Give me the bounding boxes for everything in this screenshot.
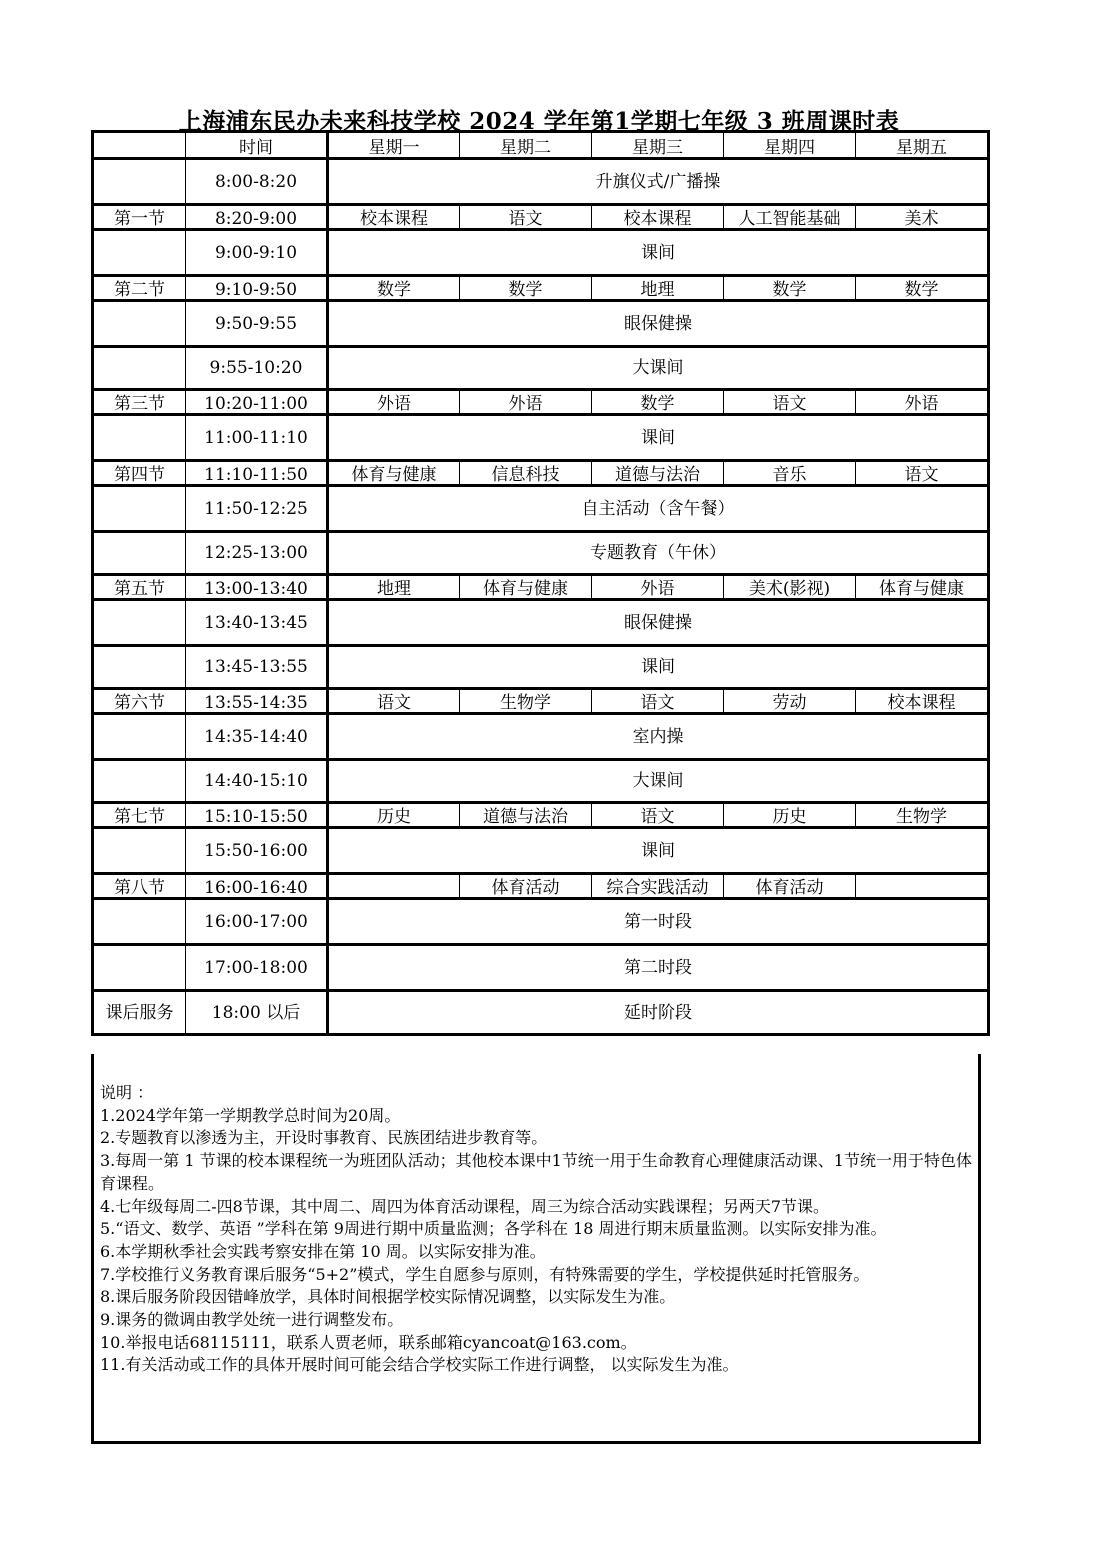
period-label: [93, 899, 186, 945]
break-row: [93, 945, 989, 991]
subject-cell: 体育活动: [460, 874, 592, 899]
activity-cell: 眼保健操: [328, 600, 989, 646]
period-label: 第六节: [93, 689, 186, 714]
period-row: [93, 803, 989, 828]
schedule-body: [93, 132, 989, 1035]
period-label: 第一节: [93, 205, 186, 230]
period-row: [93, 461, 989, 486]
activity-cell: 专题教育（午休）: [328, 532, 989, 575]
note-line: 说明 ：: [100, 1083, 154, 1102]
activity-cell: 课间: [328, 230, 989, 276]
subject-cell: 语文: [328, 689, 460, 714]
subject-cell: 音乐: [724, 461, 856, 486]
subject-cell: 历史: [328, 803, 460, 828]
subject-cell: 语文: [592, 803, 724, 828]
activity-cell: 眼保健操: [328, 301, 989, 347]
subject-cell: 美术(影视): [724, 575, 856, 600]
break-row: [93, 532, 989, 575]
activity-cell: 大课间: [328, 347, 989, 390]
time-cell: 13:55-14:35: [186, 689, 328, 714]
activity-cell: 第一时段: [328, 899, 989, 945]
notes-section: [91, 1054, 981, 1444]
subject-cell: 综合实践活动: [592, 874, 724, 899]
period-row: [93, 390, 989, 415]
time-cell: 16:00-17:00: [186, 899, 328, 945]
time-cell: 16:00-16:40: [186, 874, 328, 899]
subject-cell: 语文: [856, 461, 989, 486]
header-cell: 星期四: [724, 132, 856, 159]
time-cell: 12:25-13:00: [186, 532, 328, 575]
note-line: 5.“语文、数学、英语 ”学科在第 9周进行期中质量监测；各学科在 18 周进行期末质量监测。以实际安排为准。: [100, 1219, 887, 1239]
break-row: [93, 600, 989, 646]
note-line: 7.学校推行义务教育课后服务“5+2”模式，学生自愿参与原则，有特殊需要的学生，学校提供延时托管服务。: [100, 1264, 870, 1284]
break-row: [93, 828, 989, 874]
note-line: 4.七年级每周二-四8节课，其中周二、周四为体育活动课程，周三为综合活动实践课程；另两天7节课。: [100, 1196, 830, 1216]
time-cell: 17:00-18:00: [186, 945, 328, 991]
note-line: 3.每周一第 1 节课的校本课程统一为班团队活动；其他校本课中1节统一用于生命教育心理健康活动课、1节统一用于特色体育课程。: [100, 1151, 972, 1193]
break-row: [93, 301, 989, 347]
header-cell: [93, 132, 186, 159]
title-mid: 学年第1学期七年级: [543, 108, 749, 135]
subject-cell: 语文: [592, 689, 724, 714]
activity-cell: 第二时段: [328, 945, 989, 991]
period-row: [93, 276, 989, 301]
subject-cell: 人工智能基础: [724, 205, 856, 230]
title-school: 上海浦东民办未来科技学校: [178, 108, 461, 135]
period-label: 第四节: [93, 461, 186, 486]
subject-cell: 美术: [856, 205, 989, 230]
subject-cell: 体育与健康: [328, 461, 460, 486]
header-cell: 星期一: [328, 132, 460, 159]
period-label: 第五节: [93, 575, 186, 600]
subject-cell: 外语: [460, 390, 592, 415]
header-cell: 时间: [186, 132, 328, 159]
subject-cell: 数学: [460, 276, 592, 301]
subject-cell: 校本课程: [328, 205, 460, 230]
title-year: 2024: [469, 108, 536, 135]
note-line: 1.2024学年第一学期教学总时间为20周。: [100, 1105, 401, 1125]
time-cell: 14:35-14:40: [186, 714, 328, 760]
activity-cell: 大课间: [328, 760, 989, 803]
subject-cell: 语文: [460, 205, 592, 230]
header-cell: 星期三: [592, 132, 724, 159]
schedule-table: [91, 130, 990, 1036]
break-row: [93, 646, 989, 689]
time-cell: 9:50-9:55: [186, 301, 328, 347]
note-line: 9.课务的微调由教学处统一进行调整发布。: [100, 1310, 404, 1330]
period-label: 第八节: [93, 874, 186, 899]
time-cell: 8:00-8:20: [186, 159, 328, 205]
period-label: [93, 159, 186, 205]
header-cell: 星期二: [460, 132, 592, 159]
time-cell: 9:00-9:10: [186, 230, 328, 276]
activity-cell: 课间: [328, 828, 989, 874]
period-label: [93, 760, 186, 803]
period-label: [93, 945, 186, 991]
time-cell: 13:40-13:45: [186, 600, 328, 646]
title-class: 3: [756, 108, 774, 135]
period-label: 第七节: [93, 803, 186, 828]
activity-cell: 延时阶段: [328, 991, 989, 1035]
subject-cell: 信息科技: [460, 461, 592, 486]
subject-cell: 道德与法治: [592, 461, 724, 486]
subject-cell: 道德与法治: [460, 803, 592, 828]
subject-cell: 劳动: [724, 689, 856, 714]
subject-cell: 历史: [724, 803, 856, 828]
subject-cell: 生物学: [460, 689, 592, 714]
time-cell: 11:00-11:10: [186, 415, 328, 461]
break-row: [93, 899, 989, 945]
header-row: [93, 132, 989, 159]
note-line: 11.有关活动或工作的具体开展时间可能会结合学校实际工作进行调整， 以实际发生为准。: [100, 1355, 739, 1375]
title-suffix: 班周课时表: [781, 108, 900, 135]
period-label: 第三节: [93, 390, 186, 415]
period-label: 第二节: [93, 276, 186, 301]
activity-cell: 课间: [328, 415, 989, 461]
subject-cell: 地理: [592, 276, 724, 301]
subject-cell: 校本课程: [856, 689, 989, 714]
header-cell: 星期五: [856, 132, 989, 159]
note-line: 6.本学期秋季社会实践考察安排在第 10 周。以实际安排为准。: [100, 1241, 546, 1261]
period-label: [93, 486, 186, 532]
period-row: [93, 205, 989, 230]
break-row: [93, 991, 989, 1035]
break-row: [93, 714, 989, 760]
period-row: [93, 874, 989, 899]
period-label: [93, 646, 186, 689]
subject-cell: 外语: [856, 390, 989, 415]
subject-cell: 数学: [592, 390, 724, 415]
break-row: [93, 486, 989, 532]
break-row: [93, 760, 989, 803]
subject-cell: 校本课程: [592, 205, 724, 230]
note-line: 2.专题教育以渗透为主，开设时事教育、民族团结进步教育等。: [100, 1128, 548, 1148]
time-cell: 11:50-12:25: [186, 486, 328, 532]
period-label: [93, 532, 186, 575]
time-cell: 10:20-11:00: [186, 390, 328, 415]
break-row: [93, 415, 989, 461]
time-cell: 14:40-15:10: [186, 760, 328, 803]
time-cell: 15:10-15:50: [186, 803, 328, 828]
subject-cell: 数学: [856, 276, 989, 301]
subject-cell: [328, 874, 460, 899]
period-label: [93, 301, 186, 347]
time-cell: 18:00 以后: [186, 991, 328, 1035]
time-cell: 15:50-16:00: [186, 828, 328, 874]
subject-cell: 数学: [328, 276, 460, 301]
period-label: [93, 600, 186, 646]
period-label: [93, 828, 186, 874]
break-row: [93, 230, 989, 276]
period-label: 课后服务: [93, 991, 186, 1035]
time-cell: 8:20-9:00: [186, 205, 328, 230]
subject-cell: 外语: [328, 390, 460, 415]
note-line: 10.举报电话68115111，联系人贾老师，联系邮箱cyancoat@163.com。: [100, 1332, 637, 1352]
period-label: [93, 347, 186, 390]
subject-cell: 数学: [724, 276, 856, 301]
subject-cell: 体育活动: [724, 874, 856, 899]
subject-cell: [856, 874, 989, 899]
activity-cell: 课间: [328, 646, 989, 689]
period-label: [93, 415, 186, 461]
subject-cell: 体育与健康: [460, 575, 592, 600]
subject-cell: 外语: [592, 575, 724, 600]
subject-cell: 地理: [328, 575, 460, 600]
note-line: 8.课后服务阶段因错峰放学，具体时间根据学校实际情况调整，以实际发生为准。: [100, 1287, 676, 1307]
period-row: [93, 689, 989, 714]
subject-cell: 体育与健康: [856, 575, 989, 600]
activity-cell: 升旗仪式/广播操: [328, 159, 989, 205]
break-row: [93, 347, 989, 390]
time-cell: 13:00-13:40: [186, 575, 328, 600]
activity-cell: 室内操: [328, 714, 989, 760]
period-label: [93, 230, 186, 276]
period-row: [93, 575, 989, 600]
time-cell: 11:10-11:50: [186, 461, 328, 486]
break-row: [93, 159, 989, 205]
subject-cell: 生物学: [856, 803, 989, 828]
subject-cell: 语文: [724, 390, 856, 415]
time-cell: 13:45-13:55: [186, 646, 328, 689]
time-cell: 9:55-10:20: [186, 347, 328, 390]
activity-cell: 自主活动（含午餐）: [328, 486, 989, 532]
time-cell: 9:10-9:50: [186, 276, 328, 301]
period-label: [93, 714, 186, 760]
